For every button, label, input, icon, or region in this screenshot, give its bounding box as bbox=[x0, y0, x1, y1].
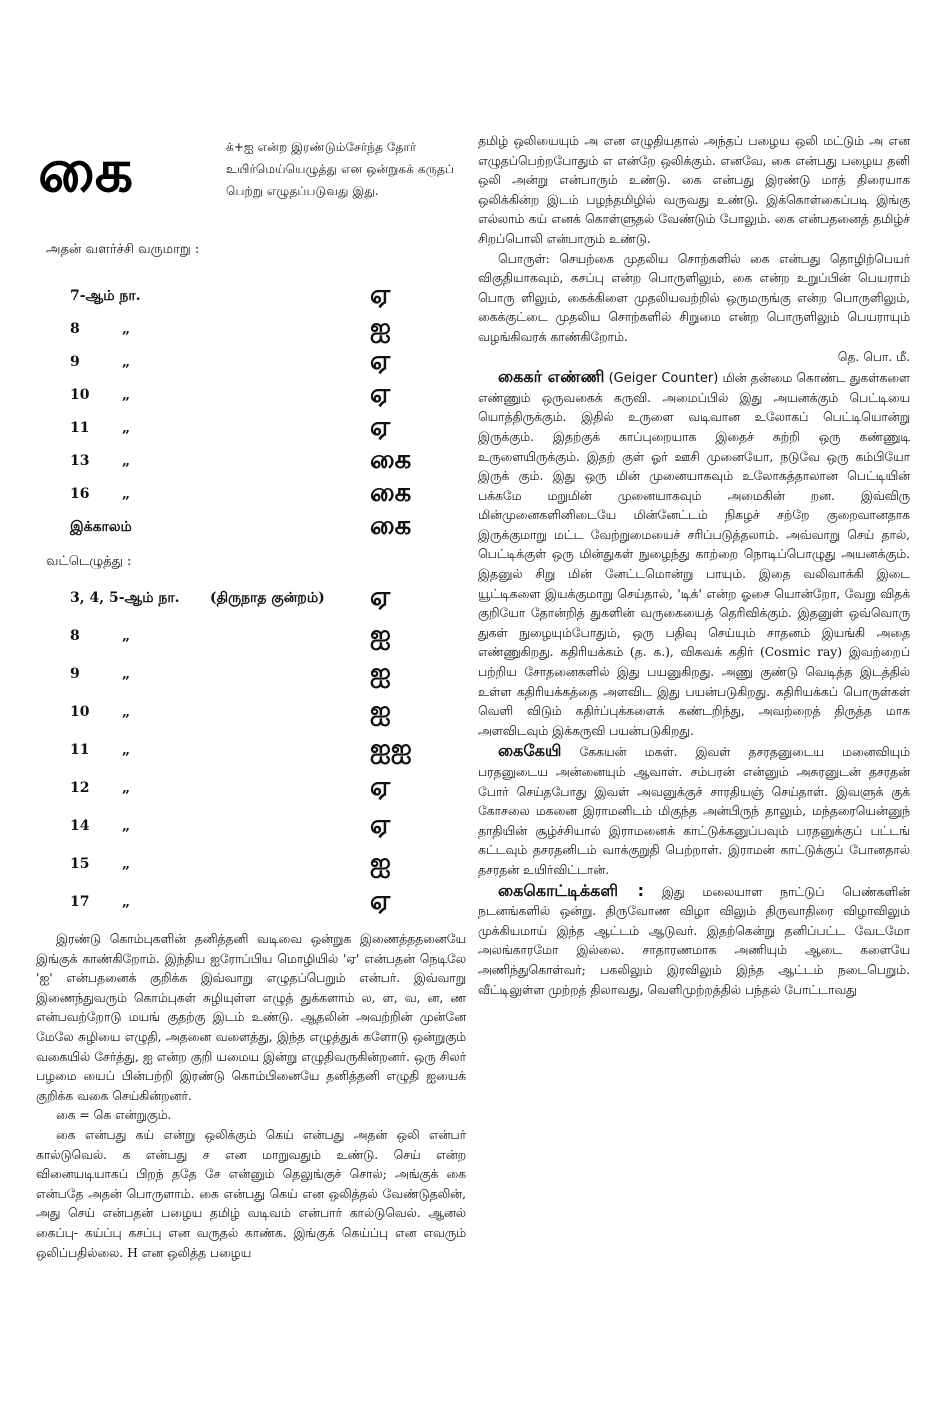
script-row bbox=[70, 412, 450, 444]
ditto-mark: (திருநாத குன்றம்) bbox=[210, 590, 325, 606]
script-glyph: ஐஐ bbox=[370, 734, 412, 764]
left-column-text bbox=[36, 930, 466, 1263]
ditto-mark: „ bbox=[122, 856, 131, 872]
script-row bbox=[70, 810, 450, 842]
script-row bbox=[70, 445, 450, 477]
century-label: 10 bbox=[70, 704, 90, 720]
entry-body: கேகயன் மகள். இவள் தசரதனுடைய மனைவியும் பரதனுடைய அன்னையும் ஆவாள். சம்பரன் என்னும் அசுரனுடன் தசரதன் போர் செய்தபோது இவள் அவனுக்குச் சாரதியஞ் செய்தாள். இவளுக் குக் கோசலை மகனை இராமனிடம் மிகுந்த அன்பிருந் தாலும், மந்தரையென்னுந் தாதியின் சூழ்ச்சியால் இராமனைக் காட்டுக்கனுப்பவும் பரதனுக்குப் பட்டங் கட்டவும் தசரதனிடம் வாக்குறுதி பெற்றாள். இராமன் காட்டுக்குப் போனதால் தசரதன் உயிர்விட்டான். bbox=[478, 745, 910, 877]
century-label: 15 bbox=[70, 856, 90, 872]
right-column-text bbox=[478, 132, 910, 1000]
century-label: 7-ஆம் நா. bbox=[70, 288, 141, 304]
century-label: 9 bbox=[70, 354, 80, 370]
script-row bbox=[70, 772, 450, 804]
century-label: 11 bbox=[70, 420, 90, 436]
headword: கை bbox=[38, 136, 134, 206]
ditto-mark: „ bbox=[122, 486, 131, 502]
ditto-mark: „ bbox=[122, 742, 131, 758]
century-label: 10 bbox=[70, 387, 90, 403]
script-row bbox=[70, 313, 450, 345]
script-glyph: ஐ bbox=[370, 696, 391, 726]
script-glyph: ஐ bbox=[370, 620, 391, 650]
script-glyph: ஏ bbox=[370, 412, 391, 442]
script-row bbox=[70, 658, 450, 690]
script-glyph: ஏ bbox=[370, 886, 391, 916]
century-label: 11 bbox=[70, 742, 90, 758]
century-label: 16 bbox=[70, 486, 90, 502]
century-label: 9 bbox=[70, 666, 80, 682]
century-label: 8 bbox=[70, 628, 80, 644]
ditto-mark: „ bbox=[122, 666, 131, 682]
script-row bbox=[70, 696, 450, 728]
ditto-mark: „ bbox=[122, 354, 131, 370]
script-row bbox=[70, 346, 450, 378]
ditto-mark: „ bbox=[122, 818, 131, 834]
entry-heading: கைகொட்டிக்களி : bbox=[498, 880, 644, 900]
paragraph: தமிழ் ஒலியையும் அ என எழுதியதால் அந்தப் பழைய ஒலி மட்டும் அ என எழுதப்பெற்றபோதும் எ என்றே ஒலிக்கும். எனவே, கை என்பது பழைய தனி ஒலி அன்று என்பாரும் உண்டு. கை என்பது இரண்டு மாத் திரையாக ஒலிக்கின்ற இடம் பழந்தமிழில் வருவது உண்டு. இக்கொள்கைப்படி இங்கு எல்லாம் கய் எனக் கொள்ளுதல் வேண்டும் போலும். கை என்பதனைத் தமிழ்ச் சிறப்பொலி என்பாரும் உண்டு. bbox=[478, 134, 910, 246]
script-glyph: ஐ bbox=[370, 658, 391, 688]
script-glyph: ஏ bbox=[370, 346, 391, 376]
century-label: 14 bbox=[70, 818, 90, 834]
ditto-mark: „ bbox=[122, 453, 131, 469]
paragraph: பொருள்: செயற்கை முதலிய சொற்களில் கை என்பது தொழிற்பெயர் விகுதியாகவும், கசப்பு என்ற பொருளிலும், கை என்ற உறுப்பின் பெயராம் பொரு ளிலும், கைக்கிளை முதலியவற்றில் ஒருமருங்கு என்ற பொருளிலும், கைக்குட்டை முதலிய சொற்களில் சிறுமை என்ற பொருளிலும் பெயராயும் வழங்கிவரக் காண்கிறோம். bbox=[478, 251, 910, 344]
script-glyph: ஏ bbox=[370, 810, 391, 840]
script-row bbox=[70, 478, 450, 510]
entry-body: மின் தன்மை கொண்ட துகள்களை எண்ணும் ஒருவகைக் கருவி. அமைப்பில் இது அயனக்கும் பெட்டியை யொத்திருக்கும். இதில் உருளை வடிவான உலோகப் பெட்டியொன்று இருக்கும். இதற்குக் காப்புறையாக இதைச் சுற்றி ஒரு கண்ணுடி உருளையிருக்கும். இதற் குள் ஓர் ஊசி முனையோ, நடுவே ஒரு கம்பியோ இருக் கும். இது ஒரு மின் முனையாகவும் உலோகத்தாலான பெட்டியின் பக்கமே மறுமின் முனையாகவும் அமைகின் றன. இவ்விரு மின்முனைகளினிடையே மின்னேட்டம் நிகழச் சற்றே குறைவானதாக இருக்குமாறு மட்ட வேற்றுமையைச் சரிப்படுத்தலாம். அவ்வாறு செய் தால், பெட்டிக்குள் ஒரு மின்துகள் நுழைந்து காற்றை நொடிப்பொழுது அயனக்கும். இதனுல் சிறு மின் னேட்டமொன்று பாயும். இதை வலிவாக்கி இடை யூட்டிகளை இயக்குமாறு செய்தால், 'டிக்' என்ற ஓசை யொன்றோ, வேறு விதக் குறியோ தோன்றித் துகளின் வருகையைத் தெரிவிக்கும். இதனுள் ஒவ்வொரு துகள் நுழையும்போதும், ஒரு பதிவு செய்யும் சாதனம் இயங்கி அதை எண்ணுகிறது. கதிரியக்கம் (த. க.), விசுவக் கதிர் (Cosmic ray) இவற்றைப் பற்றிய சோதனைகளில் இது பயனுகிறது. அணு குண்டு வெடித்த இடத்தில் உள்ள கதிரியக்கத்தை அளவிட இது பயன்படுகிறது. கதிரியக்கப் பொருள்கள் வெளி விடும் கதிர்ப்புக்களைக் கண்டறிந்து, அவற்றைத் திருத்த மாக அளவிடவும் இக்கருவி பயன்படுகிறது. bbox=[478, 371, 910, 738]
paragraph: இரண்டு கொம்புகளின் தனித்தனி வடிவை ஒன்றுக இணைத்ததனையே இங்குக் காண்கிறோம். இந்திய ஐரோப்பிய மொழியில் 'ஏ' என்பதன் நெடிலே 'ஐ' என்பதனைக் குறிக்க இவ்வாறு எழுதப்பெறும் என்பர். இவ்வாறு இணைந்துவரும் கொம்புகள் சுழியுள்ள எழுத் துக்களாம் ல, ள, வ, ன, ண என்பவற்றோடு மயங் குதற்கு இடம் உண்டு. ஆதலின் அவற்றின் முன்னே மேலே சுழியை எழுதி, அதனை வளைத்து, இந்த எழுத்துக் களோடு ஒன்றுகும் வகையில் சேர்த்து, ஐ என்ற குறி யமைய இன்று எழுதிவருகின்றனர். ஒரு சிலர் பழமை யைப் பின்பற்றி இரண்டு கொம்பினையே தனித்தனி எழுதி ஐயைக் குறிக்க வகை செய்கின்றனர். bbox=[36, 932, 466, 1103]
script-glyph: ஏ bbox=[370, 582, 391, 612]
century-label: இக்காலம் bbox=[70, 519, 132, 535]
script-row bbox=[70, 848, 450, 880]
script-row bbox=[70, 886, 450, 918]
script-row bbox=[70, 511, 450, 543]
script-glyph: கை bbox=[370, 445, 412, 475]
author-signature: தெ. பொ. மீ. bbox=[837, 349, 910, 364]
script-row bbox=[70, 734, 450, 766]
paragraph: கை என்பது கய் என்று ஒலிக்கும் கெய் என்பது அதன் ஒலி என்பர் கால்டுவெல். க என்பது ச என மாறுவதும் உண்டு. செய் என்ற வினையடியாகப் பிறந் ததே சே என்னும் தெலுங்குச் சொல்; அங்குக் கை என்பதே அதன் பொருளாம். கை என்பது கெய் என ஒலித்தல் வேண்டுதலின், அது செய் என்பதன் பழைய தமிழ் வடிவம் என்பார் கால்டுவெல். ஆனல் கைப்பு- கய்ப்பு கசப்பு என வருதல் காண்க. இங்குக் கெய்ப்பு என எவரும் ஒலிப்பதில்லை. H என ஒலித்த பழைய bbox=[36, 1127, 466, 1260]
script-glyph: ஐ bbox=[370, 848, 391, 878]
century-label: 13 bbox=[70, 453, 90, 469]
evolution-heading: அதன் வளர்ச்சி வருமாறு : bbox=[46, 242, 200, 257]
entry-heading: கைகேயி bbox=[498, 741, 562, 761]
script-glyph: கை bbox=[370, 478, 412, 508]
ditto-mark: „ bbox=[122, 420, 131, 436]
script-row bbox=[70, 582, 450, 614]
script-glyph: ஏ bbox=[370, 772, 391, 802]
ditto-mark: „ bbox=[122, 321, 131, 337]
entry-heading: கைகர் எண்ணி bbox=[498, 367, 605, 387]
paragraph: கை = கெ என்றுகும். bbox=[56, 1108, 172, 1123]
script-glyph: ஐ bbox=[370, 313, 391, 343]
century-label: 12 bbox=[70, 780, 90, 796]
ditto-mark: „ bbox=[122, 628, 131, 644]
ditto-mark: „ bbox=[122, 387, 131, 403]
ditto-mark: „ bbox=[122, 704, 131, 720]
vattezhuthu-heading: வட்டெழுத்து : bbox=[46, 554, 132, 569]
script-row bbox=[70, 379, 450, 411]
century-label: 3, 4, 5-ஆம் நா. bbox=[70, 590, 180, 606]
century-label: 8 bbox=[70, 321, 80, 337]
century-label: 17 bbox=[70, 894, 90, 910]
ditto-mark: „ bbox=[122, 894, 131, 910]
entry-english: (Geiger Counter) bbox=[608, 371, 719, 387]
script-row bbox=[70, 280, 450, 312]
entry-body: இது மலையாள நாட்டுப் பெண்களின் நடனங்களில் ஒன்று. திருவோண விழா விலும் திருவாதிரை விழாவிலும் முக்கியமாய் இந்த ஆட்டம் ஆடுவர். இதற்கென்று தனிப்பட்ட வேடமோ அலங்காரமோ இல்லை. சாதாரணமாக அணியும் ஆடை களையே அணிந்துகொள்வர்; பகலிலும் இரவிலும் இந்த ஆட்டம் நடைபெறும். வீட்டிலுள்ள முற்றத் திலாவது, வெளிமுற்றத்தில் பந்தல் போட்டாவது bbox=[478, 884, 910, 997]
ditto-mark: „ bbox=[122, 780, 131, 796]
script-glyph: ஏ bbox=[370, 379, 391, 409]
script-glyph: ஏ bbox=[370, 280, 391, 310]
script-row bbox=[70, 620, 450, 652]
intro-text: க்+ஐ என்ற இரண்டும்சேர்ந்த தோர் உயிர்மெய்யெழுத்து என ஒன்றுகக் கருதப் பெற்று எழுதப்படுவது இது. bbox=[226, 140, 454, 198]
script-glyph: கை bbox=[370, 511, 412, 541]
